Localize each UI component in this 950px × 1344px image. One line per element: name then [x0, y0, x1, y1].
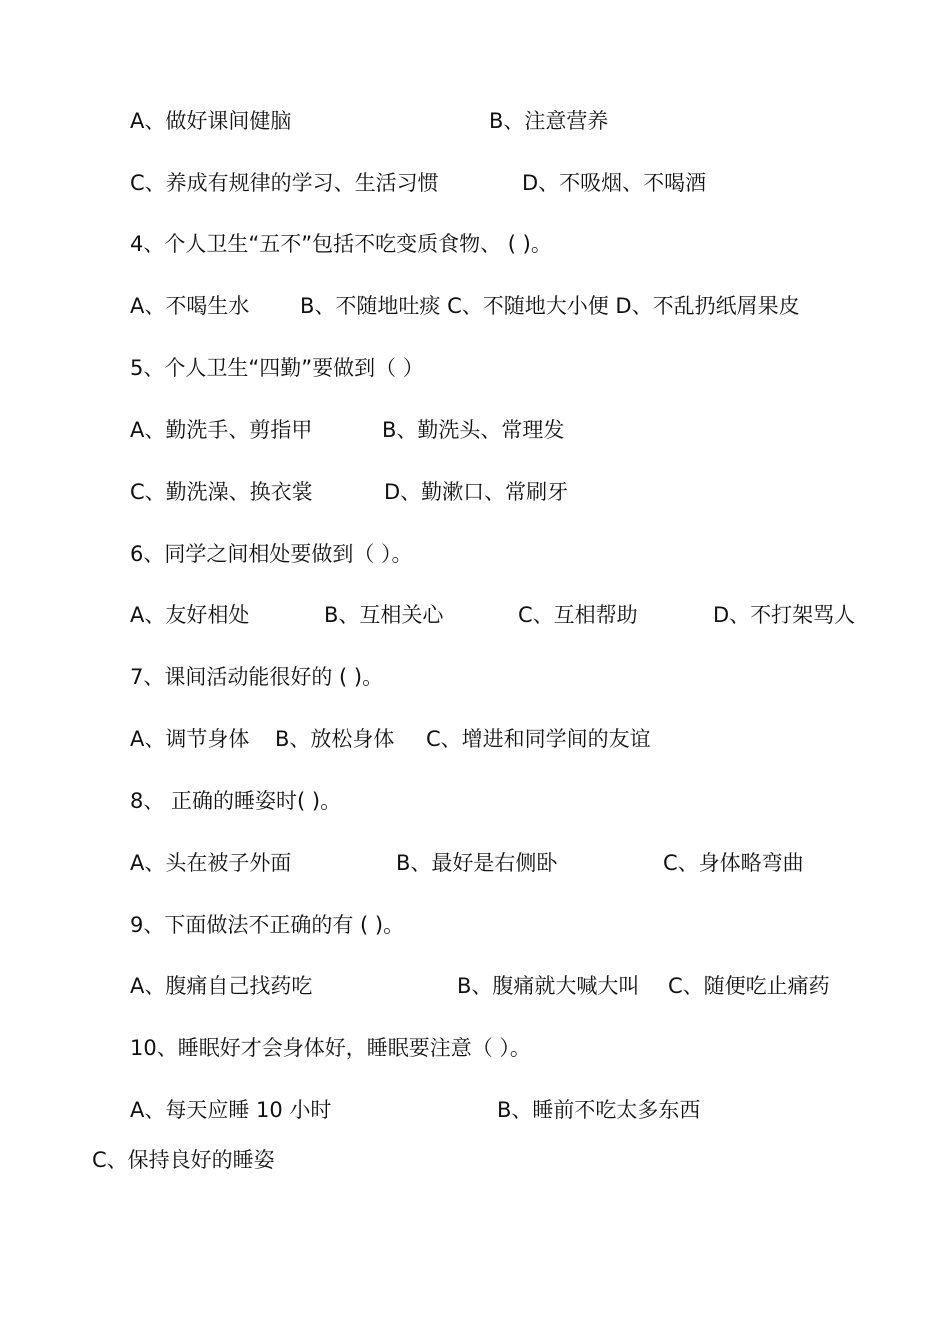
- option-a: A、不喝生水: [130, 294, 250, 318]
- option-c: C、增进和同学间的友谊: [426, 727, 651, 751]
- question-5: 5、个人卫生“四勤”要做到（ ）: [130, 356, 424, 380]
- option-c: C、互相帮助: [518, 603, 638, 627]
- option-c: C、保持良好的睡姿: [92, 1148, 275, 1172]
- question-7: 7、课间活动能很好的 ( )。: [130, 665, 384, 689]
- option-a: A、头在被子外面: [130, 851, 292, 875]
- option-c: C、随便吃止痛药: [668, 974, 830, 998]
- question-4: 4、个人卫生“五不”包括不吃变质食物、 ( )。: [130, 232, 552, 256]
- option-a: A、勤洗手、剪指甲: [130, 418, 313, 442]
- question-9: 9、下面做法不正确的有 ( )。: [130, 913, 405, 937]
- option-c: C、勤洗澡、换衣裳: [130, 480, 313, 504]
- option-c: C、养成有规律的学习、生活习惯: [130, 171, 439, 195]
- option-d: D、勤漱口、常刷牙: [384, 480, 569, 504]
- option-d: D、不打架骂人: [713, 603, 856, 627]
- option-a: A、每天应睡 10 小时: [130, 1098, 332, 1122]
- option-b: B、互相关心: [324, 603, 444, 627]
- option-d: D、不吸烟、不喝酒: [522, 171, 707, 195]
- option-b: B、勤洗头、常理发: [382, 418, 565, 442]
- option-a: A、做好课间健脑: [130, 109, 292, 133]
- option-b: B、最好是右侧卧: [396, 851, 558, 875]
- option-a: A、腹痛自己找药吃: [130, 974, 313, 998]
- question-6: 6、同学之间相处要做到（ ）。: [130, 542, 413, 566]
- option-a: A、友好相处: [130, 603, 250, 627]
- question-8: 8、 正确的睡姿时( )。: [130, 789, 342, 813]
- option-b-c-d: B、不随地吐痰 C、不随地大小便 D、不乱扔纸屑果皮: [300, 294, 800, 318]
- option-b: B、注意营养: [489, 109, 609, 133]
- question-10: 10、睡眠好才会身体好，睡眠要注意（ ）。: [130, 1036, 531, 1060]
- option-c: C、身体略弯曲: [663, 851, 804, 875]
- option-a: A、调节身体: [130, 727, 250, 751]
- option-b: B、睡前不吃太多东西: [497, 1098, 701, 1122]
- option-b: B、放松身体: [275, 727, 395, 751]
- option-b: B、腹痛就大喊大叫: [457, 974, 640, 998]
